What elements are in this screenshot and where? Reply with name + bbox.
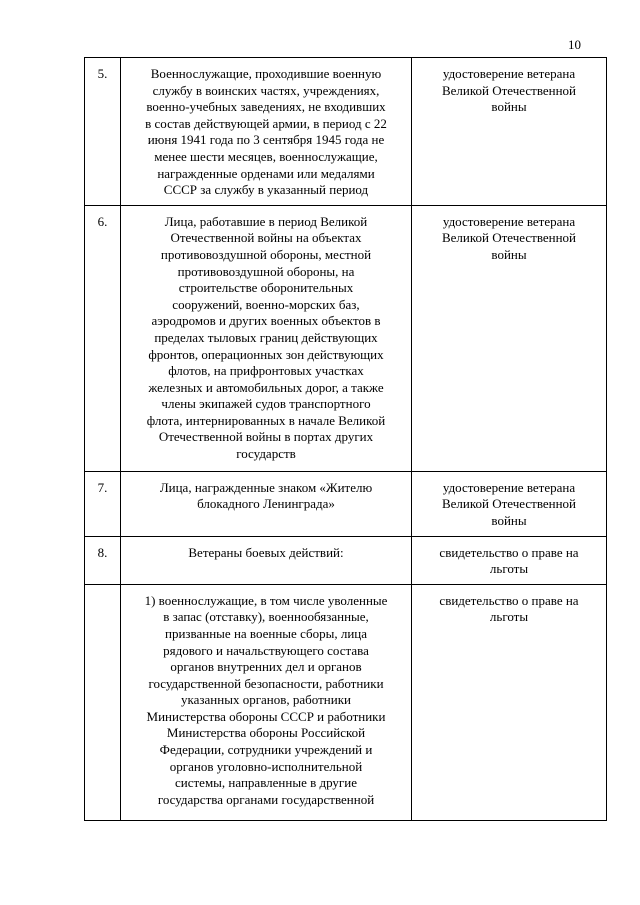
document-type-cell: удостоверение ветерана Великой Отечественной войны — [412, 205, 607, 471]
document-type-cell: удостоверение ветерана Великой Отечественной войны — [412, 58, 607, 206]
table-row — [85, 471, 607, 536]
row-number-cell — [85, 584, 121, 820]
document-type-cell: свидетельство о праве на льготы — [412, 584, 607, 820]
table-row — [85, 584, 607, 820]
row-number-cell: 8. — [85, 536, 121, 584]
table-row — [85, 536, 607, 584]
category-description-cell: Лица, награжденные знаком «Жителю блокадного Ленинграда» — [121, 471, 412, 536]
category-description-cell: Военнослужащие, проходившие военную службу в воинских частях, учреждениях, военно-учебных заведениях, не входивших в состав действующей армии, в период с 22 июня 1941 года по 3 сентября 1945 года не менее шести месяцев, военнослужащие, награжденные орденами или медалями СССР за службу в указанный период — [121, 58, 412, 206]
row-number-cell: 6. — [85, 205, 121, 471]
document-type-cell: свидетельство о праве на льготы — [412, 536, 607, 584]
row-number-cell: 7. — [85, 471, 121, 536]
row-number-cell: 5. — [85, 58, 121, 206]
page-number: 10 — [568, 37, 581, 52]
category-description-cell: 1) военнослужащие, в том числе уволенные в запас (отставку), военнообязанные, призванные на военные сборы, лица рядового и начальствующего состава органов внутренних дел и органов государственной безопасности, работники указанных органов, работники Министерства обороны СССР и работники Министерства обороны Российской Федерации, сотрудники учреждений и органов уголовно-исполнительной системы, направленные в другие государства органами государственной — [121, 584, 412, 820]
document-type-cell: удостоверение ветерана Великой Отечественной войны — [412, 471, 607, 536]
category-description-cell: Лица, работавшие в период Великой Отечественной войны на объектах противовоздушной обороны, местной противовоздушной обороны, на строительстве оборонительных сооружений, военно-морских баз, аэродромов и других военных объектов в пределах тыловых границ действующих фронтов, операционных зон действующих флотов, на прифронтовых участках железных и автомобильных дорог, а также члены экипажей судов транспортного флота, интернированных в начале Великой Отечественной войны в портах других государств — [121, 205, 412, 471]
table-row — [85, 205, 607, 471]
benefits-table — [84, 57, 607, 821]
category-description-cell: Ветераны боевых действий: — [121, 536, 412, 584]
table-row — [85, 58, 607, 206]
